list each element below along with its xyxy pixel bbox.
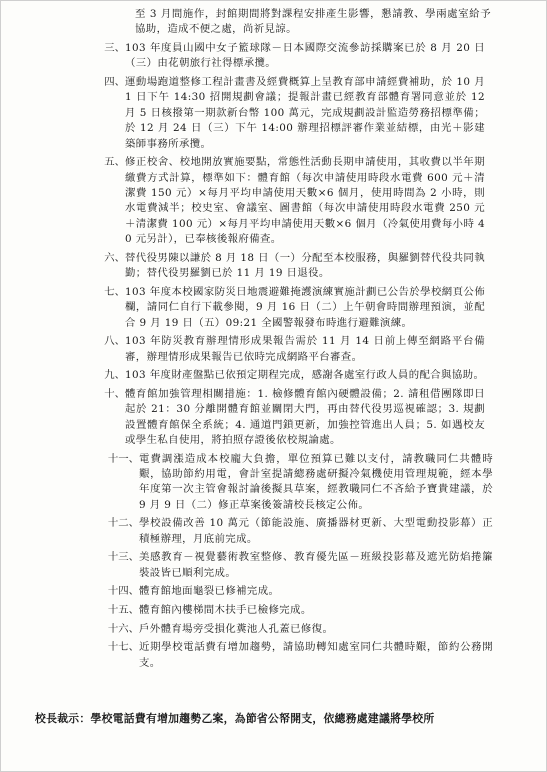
item-number: 六、 xyxy=(104,251,125,264)
item-number: 八、 xyxy=(104,335,125,348)
list-item-13 xyxy=(1,550,546,581)
item-text: 修正校舍、校地開放實施要點，常態性活動長期申請使用，其收費以半年期繳費方式計算，標準如下：體育館（每次申請使用時段水電費 600 元＋清潔費 150 元）×每月平均申請使用天數×6 個月，使用時間為 2 小時，則水電費減半；校史室、會議室、圖書館（每次申請使用時段水電費 250 元＋清潔費 100 元）×每月平均申請使用天數×6 個月（冷氣使用費每小時 40 元另計），已奉核後報府備查。 xyxy=(125,156,485,246)
item-text: 103 年度本校國家防災日地震避難掩護演練實施計劃已公告於學校網頁公佈欄，請同仁自行下載參閱，9 月 16 日（二）上午朝會時間辦理預演，並配合 9 月 19 日（五）09:21 全國警報發布時進行避難演練。 xyxy=(125,285,485,329)
item-number: 四、 xyxy=(104,76,125,88)
list-item-16 xyxy=(1,622,546,637)
item-text: 體育館內樓梯間木扶手已檢修完成。 xyxy=(139,604,312,617)
item-text: 體育館加強管理相關措施：1. 檢修體育館內硬體設備；2. 請租借團隊即日起於 21：30 分離開體育館並關閉大門，再由替代役男巡視確認；3. 規劃設置體育館保全系統；4. 通道門鎖更新，加強控管進出人員；5. 如遇校友或學生私自使用，將拍照存證後依校規論處。 xyxy=(125,387,485,447)
item-text: 運動場跑道整修工程計畫書及經費概算上呈教育部申請經費補助，於 10 月 1 日下午 14:30 招開規劃會議；提報計畫已經教育部體育署同意並於 12 月 5 日核撥第一期款新台幣 100 萬元，完成規劃設計監造勞務招標準備；於 12 月 24 日（三）下午 14:00 辦理招標評審作業並結標，由光＋影建築師事務所承攬。 xyxy=(125,76,485,150)
list-item-12 xyxy=(1,516,546,547)
list-item-7 xyxy=(1,285,546,331)
item-number: 五、 xyxy=(104,156,125,169)
list-item-9 xyxy=(1,368,546,383)
list-item-5 xyxy=(1,155,546,247)
item-number: 七、 xyxy=(104,285,125,298)
item-number: 十五、 xyxy=(107,604,139,617)
paragraph-text: 至 3 月間施作，封館期間將對課程安排產生影響，懇請教、學兩處室給予協助，造成不便之處，尚祈見諒。 xyxy=(135,8,491,36)
continuation-paragraph xyxy=(1,7,546,38)
list-item-6 xyxy=(1,251,546,282)
item-text: 近期學校電話費有增加趨勢，請協助轉知處室同仁共體時艱，節約公務開支。 xyxy=(139,641,493,669)
item-text: 替代役男陳以謙於 8 月 18 日（一）分配至本校服務，與羅劉替代役共同執勤；替代役男羅劉已於 11 月 19 日退役。 xyxy=(125,251,485,280)
item-number: 十二、 xyxy=(107,517,139,530)
list-item-8 xyxy=(1,334,546,365)
item-number: 三、 xyxy=(104,42,125,54)
item-number: 十三、 xyxy=(107,551,139,564)
list-item-17 xyxy=(1,640,546,671)
item-number: 十一、 xyxy=(107,452,139,465)
item-text: 103 年防災教育辦理情形成果報告需於 11 月 14 日前上傳至網路平台備審，辦理情形成果報告已依時完成網路平台審查。 xyxy=(125,335,485,363)
item-text: 103 年度財產盤點已依預定期程完成，感謝各處室行政人員的配合與協助。 xyxy=(125,369,485,382)
list-item-14 xyxy=(1,584,546,599)
item-text: 體育館地面龜裂已修補完成。 xyxy=(139,585,280,598)
item-number: 十四、 xyxy=(107,585,139,598)
item-number: 十、 xyxy=(104,387,125,400)
list-item-15 xyxy=(1,603,546,618)
list-item-11 xyxy=(1,452,546,514)
principal-instruction: 校長裁示：學校電話費有增加趨勢乙案，為節省公帑開支，依總務處建議將學校所 xyxy=(35,712,435,725)
item-number: 十七、 xyxy=(107,641,139,654)
item-text: 戶外體育場旁受損化糞池人孔蓋已修復。 xyxy=(139,622,334,635)
item-number: 九、 xyxy=(104,369,125,382)
item-text: 電費調漲造成本校龐大負擔，單位預算已難以支付，請教職同仁共體時艱，協助節約用電，會計室提請總務處研擬冷氣機使用管理規範，經本學年度第一次主管會報討論後擬具草案，經教職同仁不吝給予寶貴建議，於 9 月 9 日（二）修正草案後簽請校長核定公佈。 xyxy=(139,452,493,511)
item-text: 學校設備改善 10 萬元（節能設施、廣播器材更新、大型電動投影幕）正積極辦理，月底前完成。 xyxy=(139,517,493,545)
item-text: 103 年度員山國中女子籃球隊－日本國際交流參訪採購案已於 8 月 20 日（三）由花朝旅行社得標承攬。 xyxy=(125,42,485,70)
document-body xyxy=(1,7,546,674)
list-item-3 xyxy=(1,41,546,72)
item-text: 美感教育－視覺藝術教室整修、教育優先區－班級投影幕及遮光防焰捲簾裝設皆已順利完成。 xyxy=(139,551,493,579)
list-item-10 xyxy=(1,387,546,449)
list-item-4 xyxy=(1,75,546,152)
item-number: 十六、 xyxy=(107,622,139,635)
